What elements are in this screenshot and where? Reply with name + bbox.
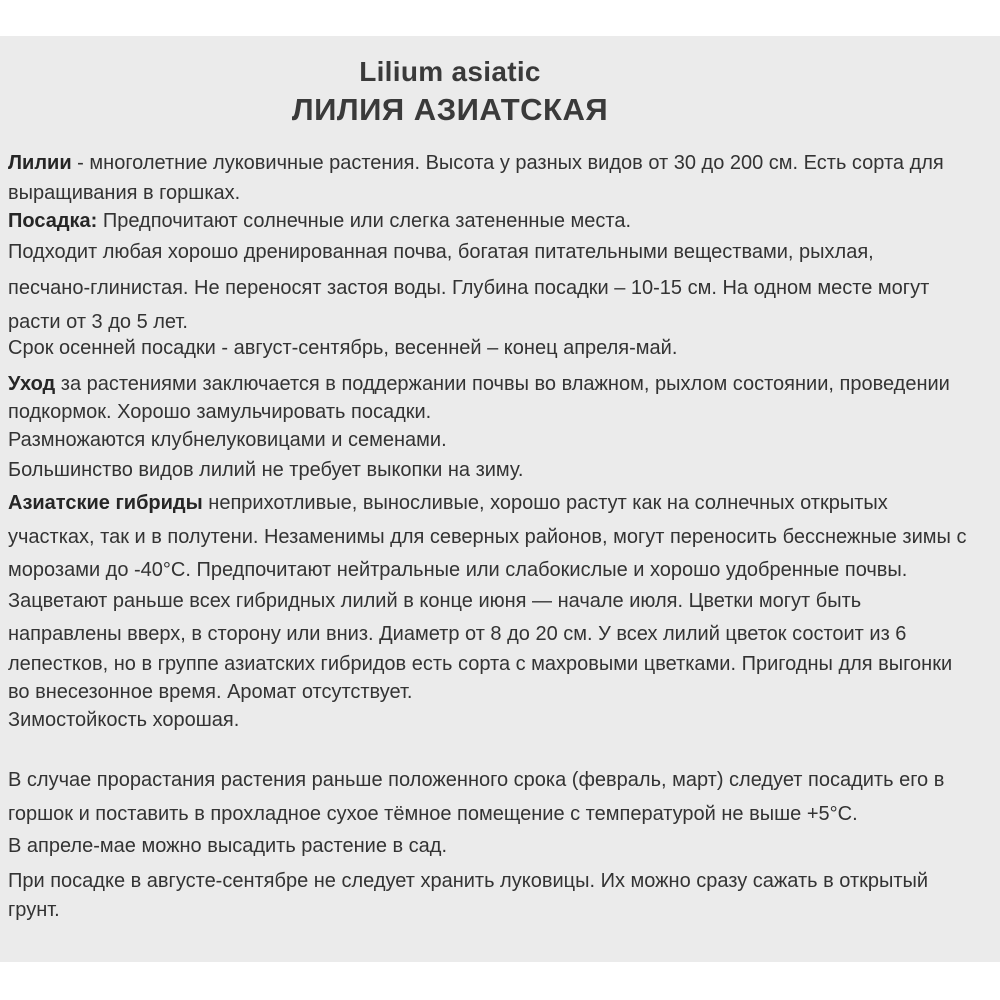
text-line <box>8 801 858 827</box>
line-text: песчано-глинистая. Не переносят застоя воды. Глубина посадки – 10-15 см. На одном месте могут <box>8 277 930 299</box>
text-line <box>8 427 447 453</box>
text-line <box>8 679 412 705</box>
line-text: грунт. <box>8 899 60 921</box>
text-line <box>8 707 239 733</box>
bold-term: Посадка: <box>8 210 98 232</box>
text-line <box>8 588 861 614</box>
text-line <box>8 557 907 583</box>
line-text: При посадке в августе-сентябре не следует хранить луковицы. Их можно сразу сажать в открытый <box>8 870 929 892</box>
text-line <box>8 621 906 647</box>
line-text: лепестков, но в группе азиатских гибридов есть сорта с махровыми цветками. Пригодны для выгонки <box>8 653 953 675</box>
instruction-sheet <box>0 36 1000 962</box>
text-line <box>8 457 523 483</box>
line-text: во внесезонное время. Аромат отсутствует. <box>8 681 413 703</box>
text-line <box>8 239 874 265</box>
line-text: подкормок. Хорошо замульчировать посадки. <box>8 401 432 423</box>
text-line <box>8 208 631 234</box>
line-text: В случае прорастания растения раньше положенного срока (февраль, март) следует посадить его в <box>8 769 945 791</box>
bold-term: Лилии <box>8 152 72 174</box>
line-text: участках, так и в полутени. Незаменимы для северных районов, могут переносить бесснежные зимы с <box>8 526 967 548</box>
line-text: Размножаются клубнелуковицами и семенами. <box>8 429 447 451</box>
line-text: Предпочитают солнечные или слегка затененные места. <box>97 210 632 232</box>
line-text: Зацветают раньше всех гибридных лилий в конце июня — начале июля. Цветки могут быть <box>8 590 862 612</box>
line-text: неприхотливые, выносливые, хорошо растут как на солнечных открытых <box>202 492 888 514</box>
line-text: за растениями заключается в поддержании почвы во влажном, рыхлом состоянии, проведении <box>55 373 950 395</box>
bold-term: Азиатские гибриды <box>8 492 203 514</box>
title-latin: Lilium asiatic <box>359 56 541 87</box>
text-line <box>8 371 950 397</box>
text-line <box>8 767 944 793</box>
text-line <box>8 275 929 301</box>
line-text: Срок осенней посадки - август-сентябрь, весенней – конец апреля-май. <box>8 337 678 359</box>
text-line <box>8 490 888 516</box>
line-text: выращивания в горшках. <box>8 182 241 204</box>
line-text: - многолетние луковичные растения. Высота у разных видов от 30 до 200 см. Есть сорта для <box>71 152 944 174</box>
text-line <box>8 868 928 894</box>
text-line <box>8 524 966 550</box>
line-text: Большинство видов лилий не требует выкопки на зиму. <box>8 459 524 481</box>
line-text: морозами до -40°С. Предпочитают нейтральные или слабокислые и хорошо удобренные почвы. <box>8 559 908 581</box>
text-line <box>8 399 431 425</box>
title-russian: ЛИЛИЯ АЗИАТСКАЯ <box>291 92 609 127</box>
line-text: направлены вверх, в сторону или вниз. Диаметр от 8 до 20 см. У всех лилий цветок состоит из 6 <box>8 623 907 645</box>
text-line <box>8 335 677 361</box>
line-text: Зимостойкость хорошая. <box>8 709 240 731</box>
line-text: Подходит любая хорошо дренированная почва, богатая питательными веществами, рыхлая, <box>8 241 874 263</box>
text-line <box>8 833 447 859</box>
line-text: В апреле-мае можно высадить растение в сад. <box>8 835 448 857</box>
text-line <box>8 897 60 923</box>
text-line <box>8 150 944 176</box>
text-line <box>8 180 240 206</box>
bold-term: Уход <box>8 373 56 395</box>
line-text: расти от 3 до 5 лет. <box>8 311 188 333</box>
line-text: горшок и поставить в прохладное сухое тёмное помещение с температурой не выше +5°С. <box>8 803 858 825</box>
text-line <box>8 309 188 335</box>
text-line <box>8 651 952 677</box>
